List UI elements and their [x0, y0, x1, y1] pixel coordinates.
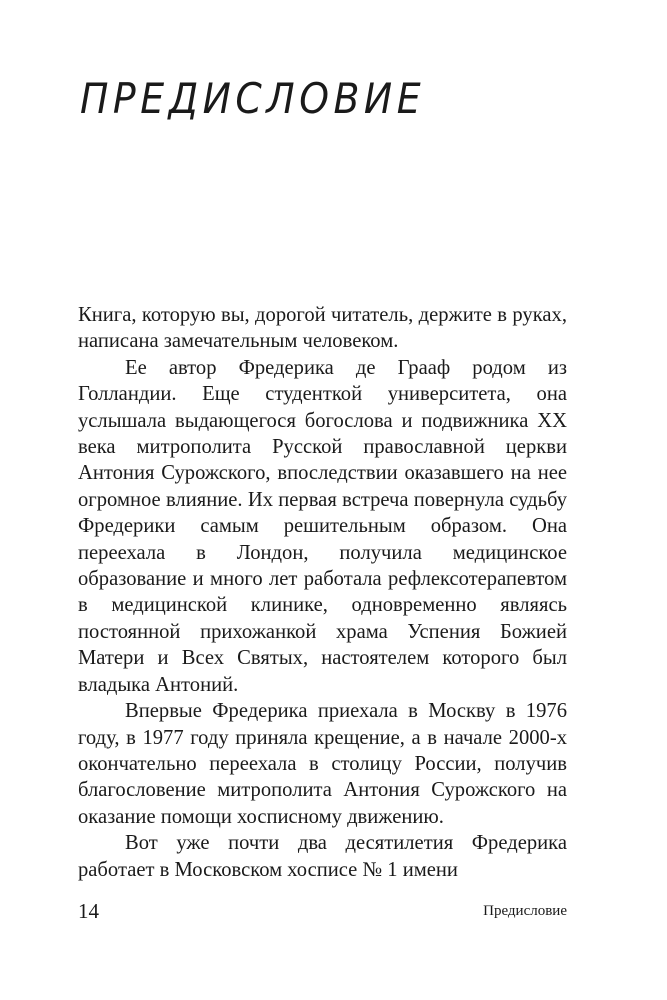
paragraph: Ее автор Фредерика де Грааф родом из Голландии. Еще студенткой университета, она услышала выдающегося богослова и подвижника XX века митрополита Русской православной церкви Антония Сурожского, впоследствии оказавшего на нее огромное влияние. Их первая встреча повернула судьбу Фредерики самым решительным образом. Она переехала в Лондон, получила медицинское образование и много лет работала рефлексотерапевтом в медицинской клинике, одновременно являясь постоянной прихожанкой храма Успения Божией Матери и Всех Святых, настоятелем которого был владыка Антоний.: [78, 356, 567, 696]
chapter-title: ПРЕДИСЛОВИЕ: [80, 74, 426, 123]
paragraph: Книга, которую вы, дорогой читатель, держите в руках, написана замечательным человеком.: [78, 304, 567, 353]
page-number: 14: [78, 899, 99, 923]
running-title: Предисловие: [483, 903, 567, 919]
paragraph: Вот уже почти два десятилетия Фредерика работает в Московском хосписе № 1 имени: [78, 832, 567, 881]
paragraph: Впервые Фредерика приехала в Москву в 1976 году, в 1977 году приняла крещение, а в начале 2000-х окончательно переехала в столицу России, получив благословение митрополита Антония Сурожского на оказание помощи хосписному движению.: [78, 700, 567, 828]
body-text: [78, 302, 567, 883]
